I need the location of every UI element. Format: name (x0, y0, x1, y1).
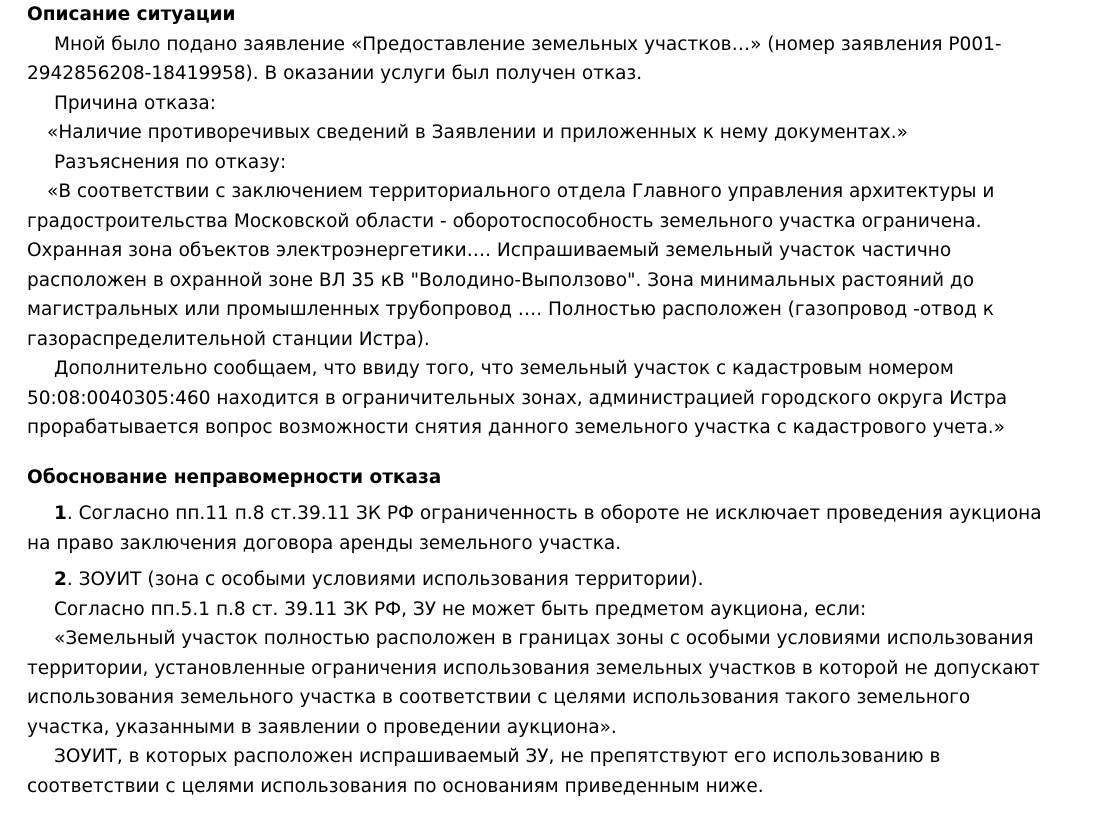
text-line: соответствии с целями использования по основаниям приведенным ниже. (27, 775, 764, 797)
item-number: 1 (54, 503, 67, 524)
section-heading-situation: Описание ситуации (27, 4, 236, 25)
text-line: «Земельный участок полностью расположен в границах зоны с особыми условиями использования (54, 628, 1034, 649)
spacer (27, 492, 1102, 499)
situation-body (27, 30, 1102, 443)
item-number: 2 (54, 569, 67, 590)
text-line: прорабатывается вопрос возможности снятия данного земельного участка с кадастрового учета.» (27, 417, 1005, 438)
spacer (27, 558, 1102, 565)
text-line: расположен в охранной зоне ВЛ 35 кВ "Володино-Выползово". Зона минимальных растояний до (27, 269, 975, 291)
text-line: 2942856208-18419958). В оказании услуги был получен отказ. (27, 63, 643, 84)
text-line: Дополнительно сообщаем, что ввиду того, что земельный участок с кадастровым номером (54, 358, 954, 379)
text-line: Причина отказа: (54, 92, 216, 114)
document-page (27, 0, 1102, 801)
text-line: территории, установленные ограничения использования земельных участков в которой не допускают (27, 657, 1040, 679)
grounds-item-1 (27, 499, 1102, 558)
item-text: . Согласно пп.11 п.8 ст.39.11 ЗК РФ ограниченность в обороте не исключает проведения аукциона (66, 503, 1042, 524)
text-line: магистральных или промышленных трубопровод …. Полностью расположен (газопровод -отвод к (27, 299, 994, 320)
text-line: «В соответствии с заключением территориального отдела Главного управления архитектуры и (47, 181, 995, 202)
text-line: на право заключения договора аренды земельного участка. (27, 532, 622, 554)
text-line: газораспределительной станции Истра). (27, 328, 430, 350)
item-text: . ЗОУИТ (зона с особыми условиями использования территории). (66, 569, 704, 590)
text-line: использования земельного участка в соответствии с целями использования такого земельного (27, 687, 971, 708)
section-heading-grounds: Обоснование неправомерности отказа (27, 466, 442, 488)
text-line: Охранная зона объектов электроэнергетики…. Испрашиваемый земельный участок частично (27, 240, 952, 261)
spacer (27, 443, 1102, 463)
numbered-line (27, 499, 1102, 529)
text-line: градостроительства Московской области - оборотоспособность земельного участка ограничена. (27, 210, 982, 232)
grounds-item-2 (27, 565, 1102, 801)
text-line: 50:08:0040305:460 находится в ограничительных зонах, администрацией городского округа Истра (27, 387, 1008, 409)
text-line: Разъяснения по отказу: (54, 151, 287, 173)
text-line: Согласно пп.5.1 п.8 ст. 39.11 ЗК РФ, ЗУ не может быть предметом аукциона, если: (54, 598, 867, 620)
text-line: «Наличие противоречивых сведений в Заявлении и приложенных к нему документах.» (47, 122, 908, 143)
text-line: ЗОУИТ, в которых расположен испрашиваемый ЗУ, не препятствуют его использованию в (54, 746, 941, 767)
text-line: участка, указанными в заявлении о проведении аукциона». (27, 716, 617, 738)
text-line: Мной было подано заявление «Предоставление земельных участков…» (номер заявления P001- (54, 33, 1002, 55)
numbered-line (27, 565, 1102, 595)
